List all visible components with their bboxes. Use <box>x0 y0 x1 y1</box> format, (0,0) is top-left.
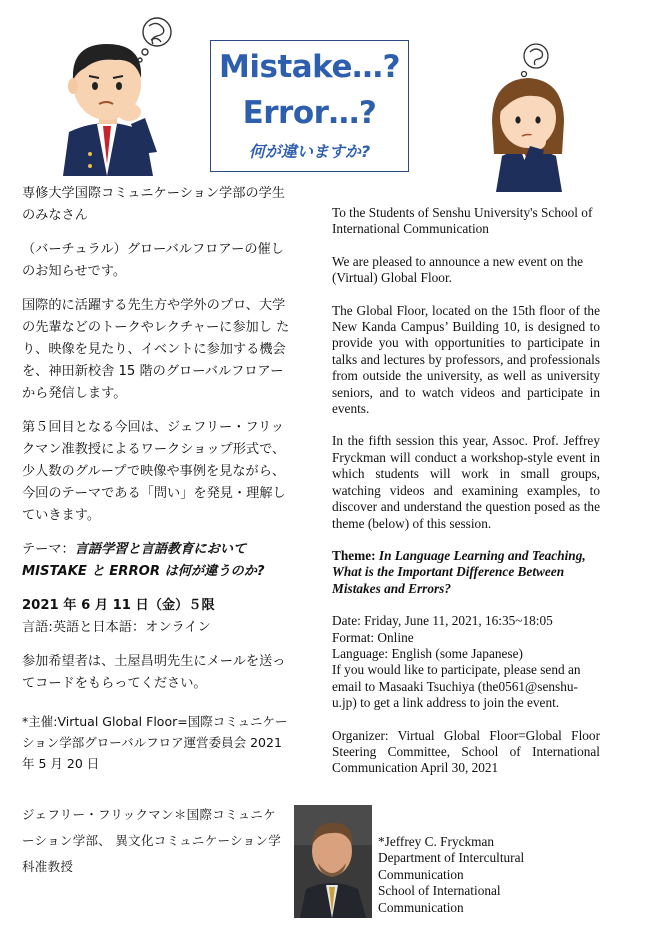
jp-organizer: *主催:Virtual Global Floor=国際コミュニケー ション学部グローバルフロア運営委員会 2021 年 5 月 20 日 <box>22 714 288 771</box>
instructor-photo <box>294 805 372 918</box>
en-paragraph-1: We are pleased to announce a new event on the (Virtual) Global Floor. <box>332 253 584 286</box>
jp-language: 言語:英語と日本語：オンライン <box>22 620 211 635</box>
en-bio-name: *Jeffrey C. Fryckman <box>378 834 495 849</box>
english-announcement <box>332 205 600 777</box>
title-box <box>210 40 409 172</box>
en-format: Format: Online <box>332 629 414 645</box>
jp-paragraph-1: （バーチュラル）グローバルフロアーの催しのお知らせです。 <box>22 242 284 279</box>
en-paragraph-2: The Global Floor, located on the 15th floor of the New Kanda Campus’ Building 10, is designed to provide you with opportunities to participate in talks and lectures by professors, and professionals from outside the university, as well as university seniors, and to watch videos and participate in events. <box>332 302 600 417</box>
en-bio <box>378 834 568 916</box>
title-subtitle: 何が違いますか? <box>248 142 371 161</box>
jp-paragraph-2: 国際的に活躍する先生方や学外のプロ、大学の先輩などのトークやレクチャーに参加し たり、映像を見たり、イベントに参加する機会を、神田新校舎 15 階のグローバルフロアーから発信します。 <box>22 298 290 401</box>
en-bio-school: School of International Communication <box>378 883 501 915</box>
thought-bubble-icon <box>138 18 171 62</box>
en-theme-label: Theme: <box>332 547 379 563</box>
en-language: Language: English (some Japanese) <box>332 645 523 661</box>
jp-paragraph-3: 第５回目となる今回は、ジェフリー・フリックマン准教授によるワークショップ形式で、少人数のグループで映像や事例を見ながら、今回のテーマである「問い」を発見・理解していきます。 <box>22 420 286 523</box>
jp-date: 2021 年 6 月 11 日（金）５限 <box>22 598 215 613</box>
jp-bio: ジェフリー・フリックマン＊国際コミュニケーション学部、 異文化コミュニケーション学科准教授 <box>22 807 282 874</box>
japanese-announcement <box>22 183 290 774</box>
title-error: Error…? <box>242 95 377 131</box>
confused-boy-illustration <box>45 14 181 176</box>
en-paragraph-3: In the fifth session this year, Assoc. Prof. Jeffrey Fryckman will conduct a workshop-style event in which students will work in small groups, watching videos and examining examples, to discover and understand the question posed as the theme (below) of this session. <box>332 433 600 531</box>
thought-bubble-icon <box>522 44 549 77</box>
en-details <box>332 613 600 711</box>
en-contact: If you would like to participate, please send an email to Masaaki Tsuchiya (the0561@senshu-u.jp) to get a link address to join the event. <box>332 662 581 711</box>
jp-theme <box>22 539 290 583</box>
en-date: Date: Friday, June 11, 2021, 16:35~18:05 <box>332 613 553 629</box>
jp-theme-text: 言語学習と言語教育において MISTAKE と ERROR は何が違うのか? <box>22 542 265 579</box>
jp-theme-label: テーマ： <box>22 542 75 557</box>
confused-girl-illustration <box>478 42 578 192</box>
en-bio-department: Department of Intercultural Communication <box>378 850 525 882</box>
en-greeting: To the Students of Senshu University's School of International Communication <box>332 205 593 237</box>
en-organizer: Organizer: Virtual Global Floor=Global Floor Steering Committee, School of International Communication April 30, 2021 <box>332 727 600 776</box>
en-theme <box>332 548 600 597</box>
jp-contact: 参加希望者は、土屋昌明先生にメールを送ってコードをもらってください。 <box>22 654 286 691</box>
en-theme-text: In Language Learning and Teaching, What is the Important Difference Between Mistakes and Errors? <box>332 547 586 596</box>
title-mistake: Mistake…? <box>219 49 400 85</box>
jp-greeting: 専修大学国際コミュニケーション学部の学生のみなさん <box>22 186 285 223</box>
